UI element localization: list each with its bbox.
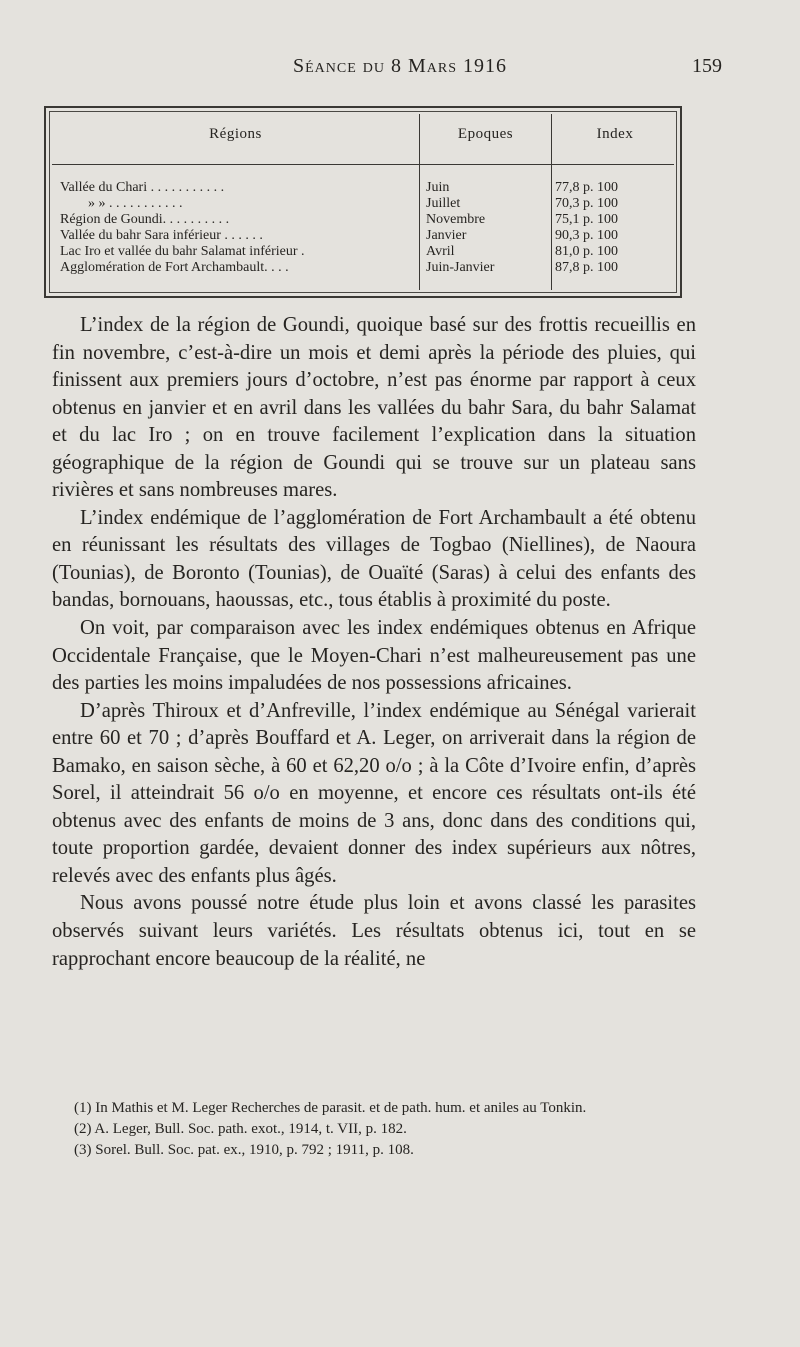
region-cell: Vallée du bahr Sara inférieur . . . . . . [60,228,263,243]
page-number: 159 [692,55,722,77]
footnote: (3) Sorel. Bull. Soc. pat. ex., 1910, p. 792 ; 1911, p. 108. [74,1142,414,1158]
table-header-epoques: Epoques [457,126,514,142]
epoch-cell: Novembre [426,212,486,227]
index-cell: 81,0 p. 100 [555,244,618,259]
column-divider [551,114,552,290]
paragraph: L’index de la région de Goundi, quoique basé sur des frottis recueillis en fin novembre, c’est-à-dire un mois et demi après la période des pluies, qui finissent aux premiers jours d’octobre, n’est pas énorme par rapport à ceux obtenus en janvier et en avril dans les vallées du bahr Sara, du bahr Salamat et du lac Iro ; on en trouve facilement l’explication dans la situation géographique de la région de Goundi qui se trouve sur un plateau sans rivières et sans nombreuses mares. [52,314,696,502]
paragraph: D’après Thiroux et d’Anfreville, l’index endémique au Sénégal varierait entre 60 et 70 ; d’après Bouffard et A. Leger, on arriverait dans la région de Bamako, en saison sèche, à 60 et 62,20 o/o ; à la Côte d’Ivoire enfin, d’après Sorel, il atteindrait 56 o/o en moyenne, et encore ces résultats ont-ils été obtenus avec des enfants de moins de 3 ans, donc dans des conditions qui, toute proportion gardée, devaient donner des index supérieurs aux nôtres, relevés avec des enfants plus âgés. [52,699,696,887]
index-cell: 90,3 p. 100 [555,228,618,243]
index-cell: 87,8 p. 100 [555,260,618,275]
table-header-index: Index [596,126,634,142]
table-row [60,196,674,212]
table-row [60,212,674,228]
index-cell: 77,8 p. 100 [555,180,618,195]
index-cell: 70,3 p. 100 [555,196,618,211]
footnote: (1) In Mathis et M. Leger Recherches de parasit. et de path. hum. et aniles au Tonkin. [74,1100,587,1116]
epoch-cell: Juin-Janvier [426,260,495,275]
paragraph: On voit, par comparaison avec les index endémiques obtenus en Afrique Occidentale Française, que le Moyen-Chari n’est malheureusement pas une des parties les moins impaludées de nos possessions africaines. [52,617,696,695]
body-text [52,312,696,973]
region-cell: Lac Iro et vallée du bahr Salamat inférieur . [60,244,305,259]
epoch-cell: Janvier [426,228,467,243]
epoch-cell: Avril [426,244,455,259]
index-cell: 75,1 p. 100 [555,212,618,227]
table-body [60,180,674,276]
header-divider [52,164,674,165]
region-cell: Vallée du Chari . . . . . . . . . . . [60,180,225,195]
region-cell: Région de Goundi. . . . . . . . . . [60,212,230,227]
page-header [50,55,750,85]
table-row [60,244,674,260]
region-cell: Agglomération de Fort Archambault. . . . [60,260,289,275]
paragraph: Nous avons poussé notre étude plus loin et avons classé les parasites observés suivant leurs variétés. Les résultats obtenus ici, tout en se rapprochant encore beaucoup de la réalité, ne [52,892,696,970]
data-table [44,106,682,298]
table-row [60,180,674,196]
table-row [60,228,674,244]
table-row [60,260,674,276]
paragraph: L’index endémique de l’agglomération de Fort Archambault a été obtenu en réunissant les résultats des villages de Togbao (Niellines), de Naoura (Tounias), de Boronto (Tounias), de Ouaïté (Saras) à celui des enfants des bandas, bornouans, haoussas, etc., tous établis à proximité du poste. [52,506,696,612]
column-divider [419,114,420,290]
footnotes [52,1098,702,1161]
epoch-cell: Juillet [426,196,461,211]
footnote: (2) A. Leger, Bull. Soc. path. exot., 1914, t. VII, p. 182. [74,1121,407,1137]
table-header-regions: Régions [209,126,262,142]
running-head: Séance du 8 Mars 1916 [292,55,508,77]
epoch-cell: Juin [426,180,450,195]
region-cell: » » . . . . . . . . . . . [88,196,183,211]
